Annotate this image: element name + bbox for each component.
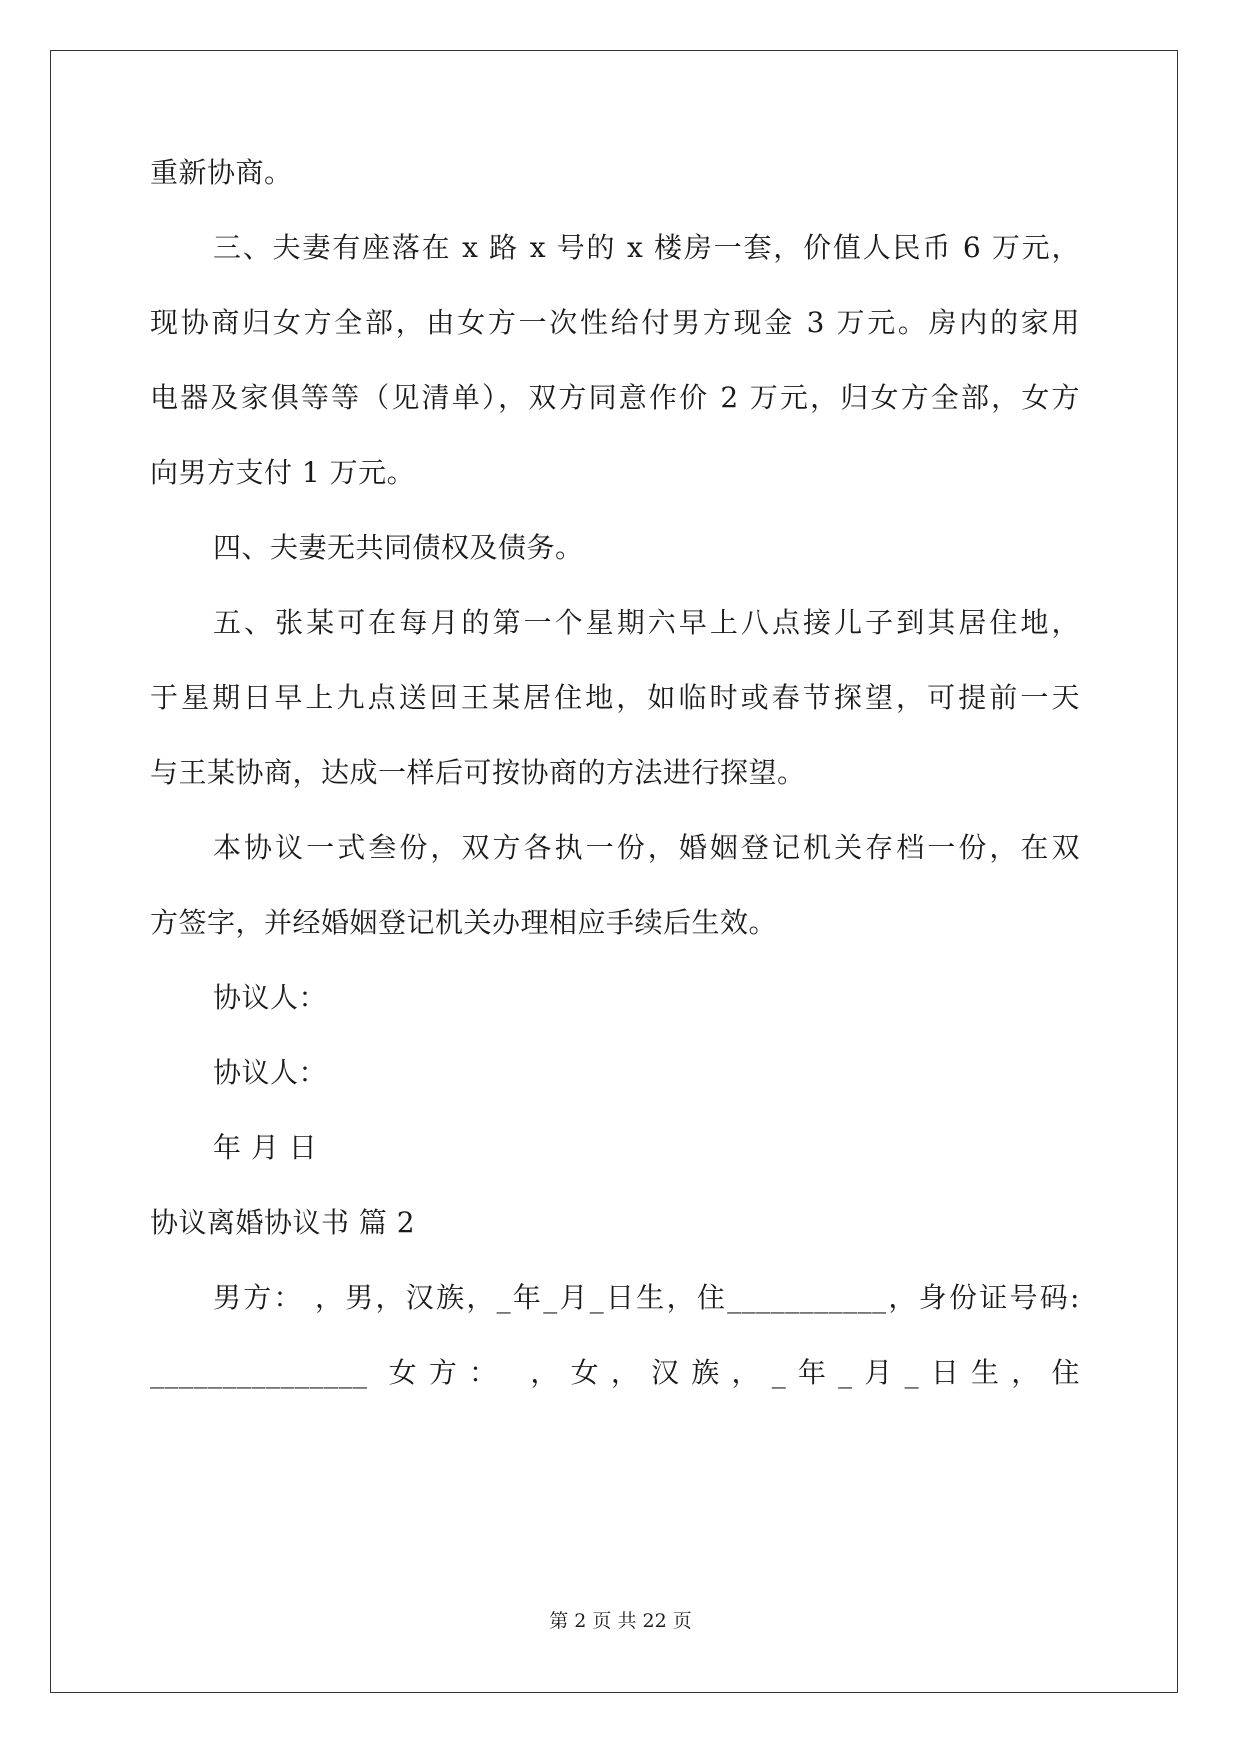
paragraph-line: 向男方支付 1 万元。 [150, 456, 416, 489]
page-footer: 第 2 页 共 22 页 [549, 1610, 692, 1632]
paragraph-line: _______________ 女方： ，女，汉族，_年_月_日生，住 [150, 1356, 1080, 1389]
paragraph-line: 男方： ，男，汉族，_年_月_日生，住___________，身份证号码: [213, 1281, 1080, 1314]
signatory-line: 协议人： [213, 981, 328, 1014]
paragraph-line: 电器及家俱等等（见清单），双方同意作价 2 万元，归女方全部，女方 [150, 381, 1080, 414]
paragraph-line: 四、夫妻无共同债权及债务。 [213, 531, 584, 564]
paragraph-line: 于星期日早上九点送回王某居住地，如临时或春节探望，可提前一天 [150, 681, 1080, 714]
paragraph-line: 三、夫妻有座落在 x 路 x 号的 x 楼房一套，价值人民币 6 万元， [213, 231, 1080, 264]
paragraph-line: 重新协商。 [150, 156, 293, 189]
paragraph-line: 五、张某可在每月的第一个星期六早上八点接儿子到其居住地， [213, 606, 1080, 639]
date-line: 年 月 日 [213, 1131, 318, 1164]
paragraph-line: 与王某协商，达成一样后可按协商的方法进行探望。 [150, 756, 806, 789]
paragraph-line: 现协商归女方全部，由女方一次性给付男方现金 3 万元。房内的家用 [150, 306, 1080, 339]
signatory-line: 协议人： [213, 1056, 328, 1089]
paragraph-line: 本协议一式叁份，双方各执一份，婚姻登记机关存档一份，在双 [213, 831, 1080, 864]
page-border [50, 50, 1178, 1693]
paragraph-line: 方签字，并经婚姻登记机关办理相应手续后生效。 [150, 906, 778, 939]
section-heading: 协议离婚协议书 篇 2 [150, 1206, 416, 1239]
